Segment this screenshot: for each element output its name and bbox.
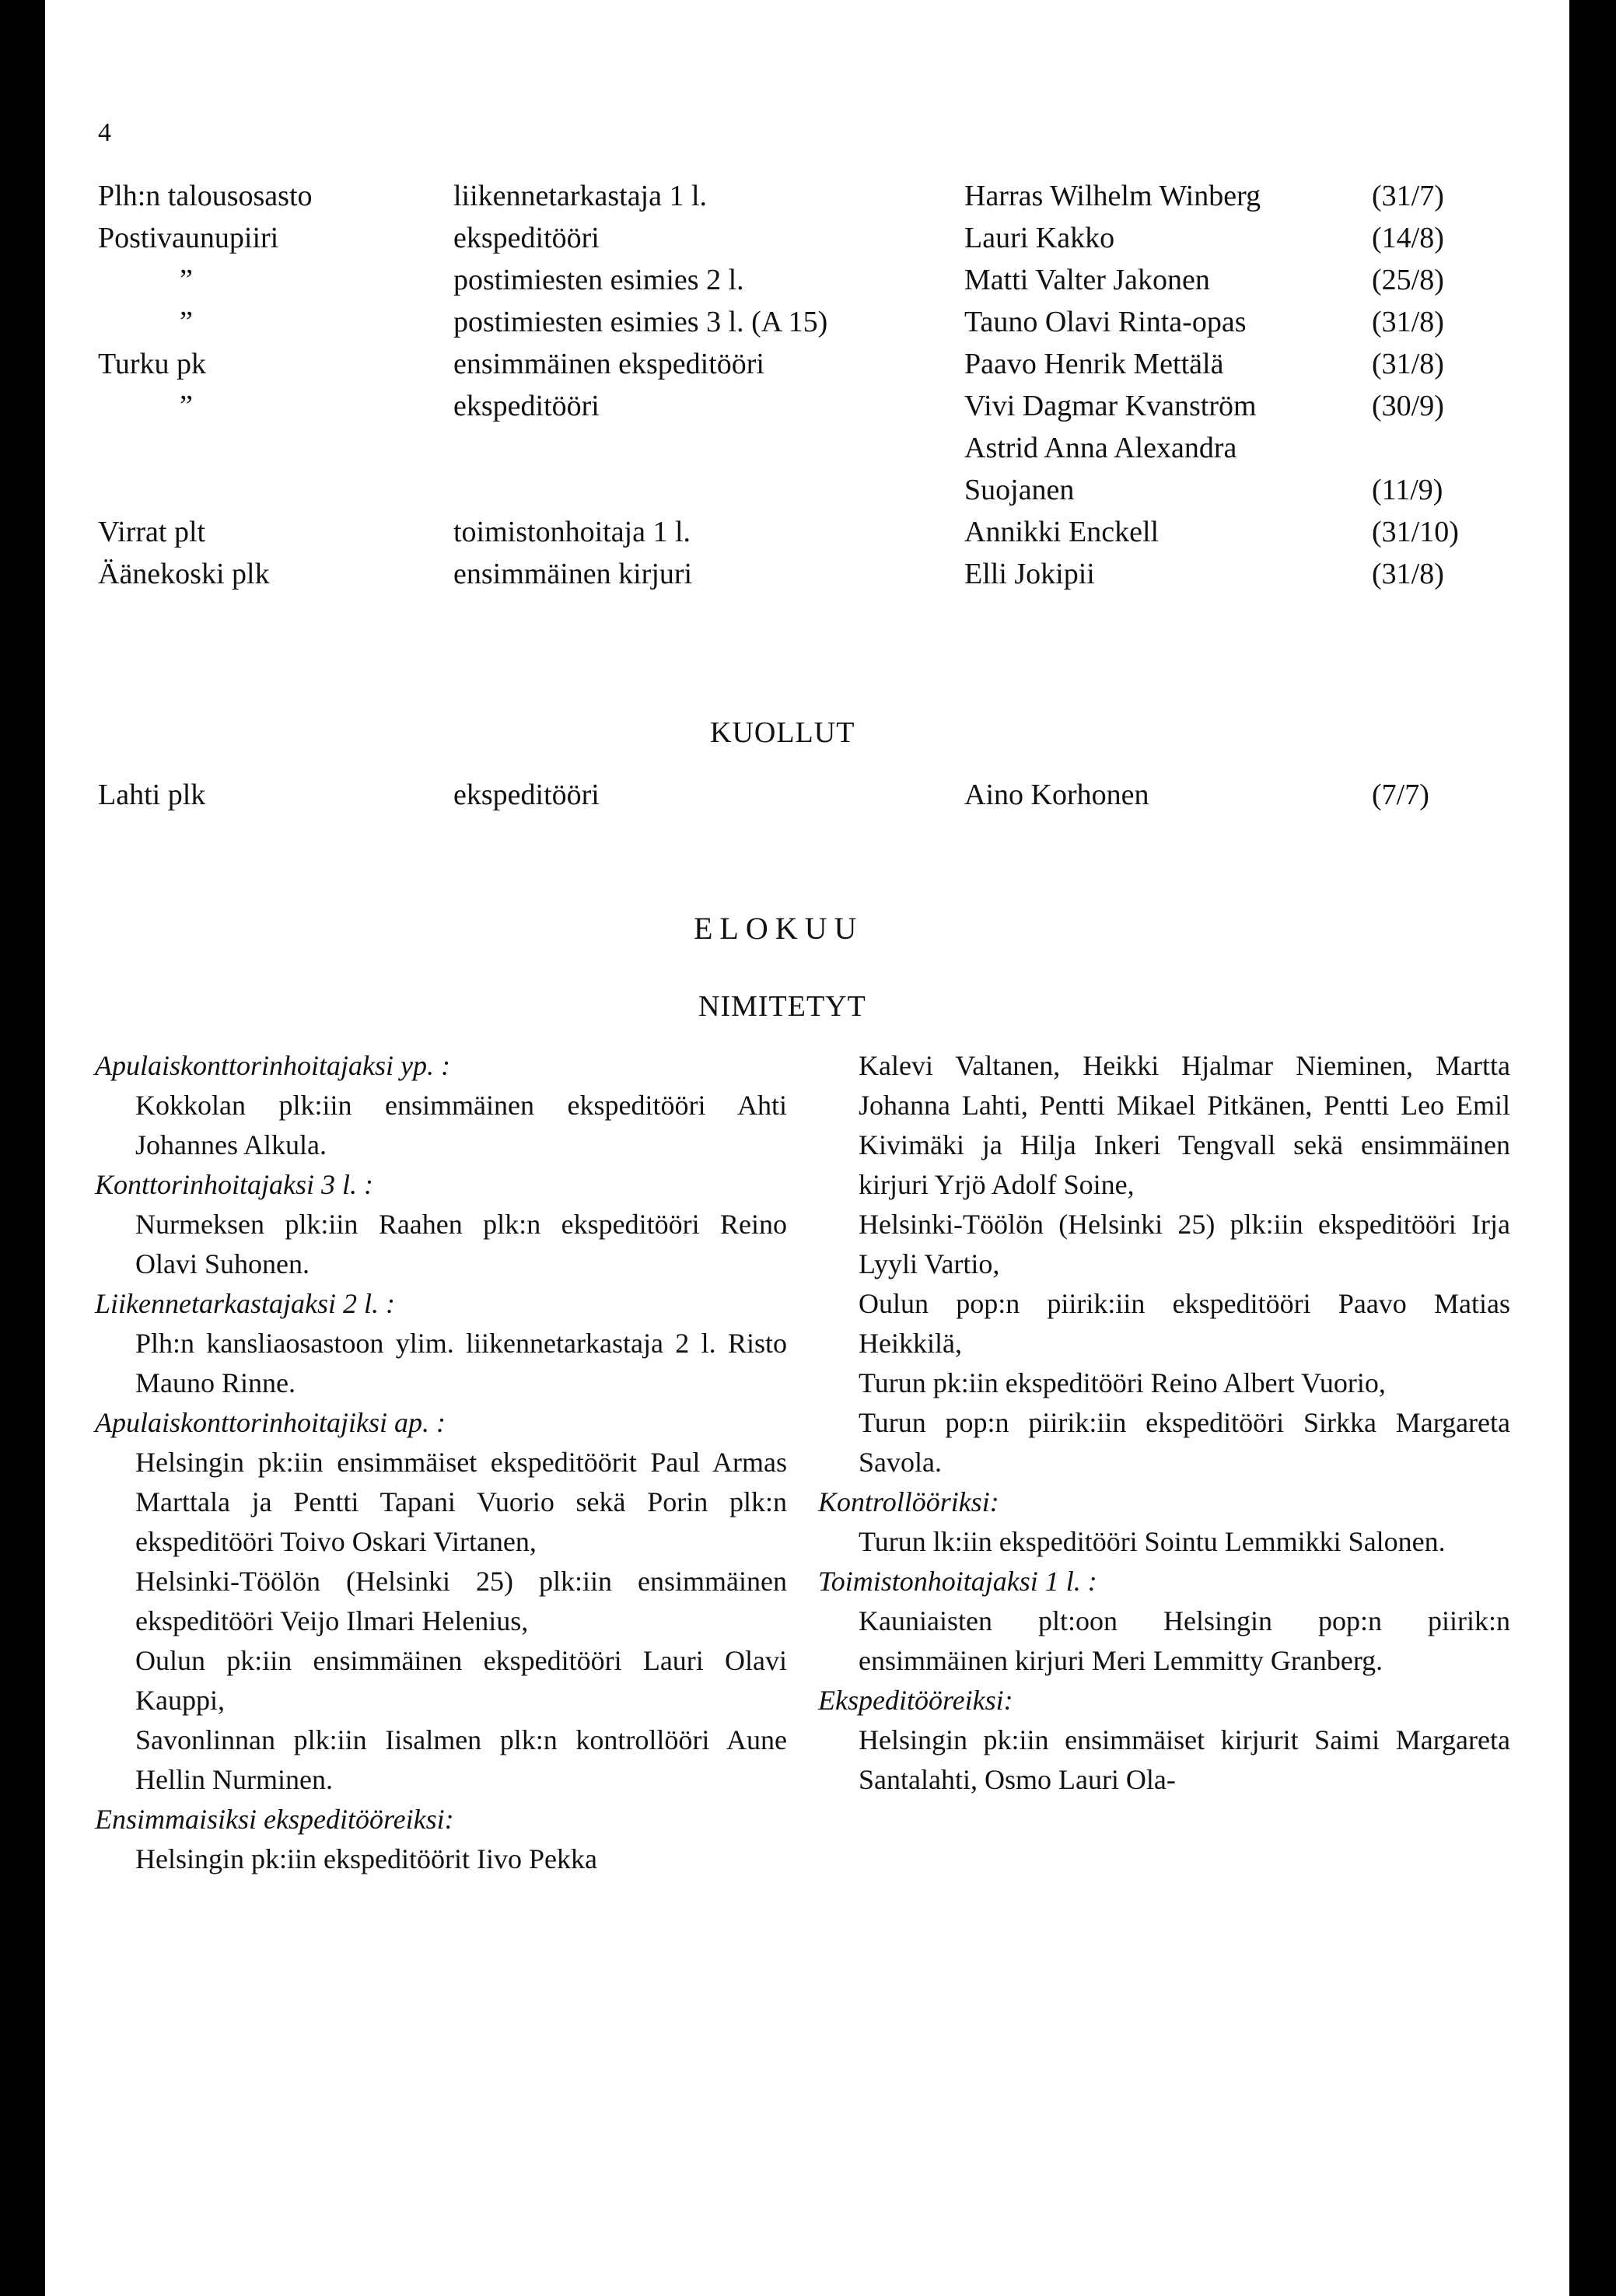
title-cell: postimiesten esimies 2 l. <box>453 264 744 296</box>
table-row <box>98 427 1482 511</box>
date-cell: (31/10) <box>1372 516 1459 548</box>
kuollut-row <box>98 774 1482 816</box>
table-row <box>98 301 1482 343</box>
section-heading: Konttorinhoitajaksi 3 l. : <box>95 1169 374 1200</box>
section-body <box>135 1324 787 1403</box>
title-cell: ensimmäinen ekspeditööri <box>453 348 764 380</box>
title-cell: postimiesten esimies 3 l. (A 15) <box>453 306 828 338</box>
date-cell: (31/8) <box>1372 558 1444 590</box>
kuollut-heading: KUOLLUT <box>710 716 855 749</box>
title-cell: ensimmäinen kirjuri <box>453 558 693 590</box>
name-cell: Harras Wilhelm Winberg <box>964 180 1261 212</box>
elokuu-heading: ELOKUU <box>694 911 864 946</box>
nimitetyt-heading: NIMITETYT <box>698 990 866 1023</box>
office-cell: Plh:n talousosasto <box>98 180 313 212</box>
section-heading: Ensimmaisiksi ekspeditööreiksi: <box>95 1804 454 1835</box>
date-cell: (31/8) <box>1372 348 1444 380</box>
ditto-mark: ” <box>180 264 193 296</box>
section-heading: Toimistonhoitajaksi 1 l. : <box>818 1566 1097 1597</box>
left-column <box>95 1046 787 1879</box>
paragraph: Helsinki-Töölön (Helsinki 25) plk:iin ekspeditööri Irja Lyyli Vartio, <box>859 1209 1510 1279</box>
date-cell: (30/9) <box>1372 390 1444 422</box>
table-row <box>98 511 1482 553</box>
paragraph: Kokkolan plk:iin ensimmäinen ekspeditööri Ahti Johannes Alkula. <box>135 1090 787 1160</box>
paragraph: Oulun pk:iin ensimmäinen ekspeditööri Lauri Olavi Kauppi, <box>135 1645 787 1716</box>
name-cell: Vivi Dagmar Kvanström <box>964 390 1257 422</box>
section-body <box>859 1522 1510 1562</box>
section-body <box>135 1086 787 1165</box>
date-cell: (7/7) <box>1372 779 1429 811</box>
name-cell: Matti Valter Jakonen <box>964 264 1210 296</box>
right-column <box>818 1046 1510 1800</box>
paragraph: Oulun pop:n piirik:iin ekspeditööri Paavo Matias Heikkilä, <box>859 1288 1510 1359</box>
section-heading: Apulaiskonttorinhoitajiksi ap. : <box>95 1407 446 1438</box>
table-row <box>98 217 1482 259</box>
paragraph: Turun lk:iin ekspeditööri Sointu Lemmikki Salonen. <box>859 1526 1446 1557</box>
section-body <box>135 1839 787 1879</box>
section-heading: Liikennetarkastajaksi 2 l. : <box>95 1288 395 1319</box>
table-row <box>98 259 1482 301</box>
left-black-border <box>0 0 45 2296</box>
section-body <box>859 1046 1510 1482</box>
title-cell: ekspeditööri <box>453 390 600 422</box>
page-number: 4 <box>98 118 111 147</box>
name-cell: Lauri Kakko <box>964 222 1115 254</box>
section-body <box>135 1205 787 1284</box>
table-row <box>98 774 1482 816</box>
paragraph: Turun pk:iin ekspeditööri Reino Albert Vuorio, <box>859 1367 1386 1398</box>
ditto-mark: ” <box>180 306 193 338</box>
office-cell: Postivaunupiiri <box>98 222 279 254</box>
office-cell: Virrat plt <box>98 516 206 548</box>
name-cell: Paavo Henrik Mettälä <box>964 348 1224 380</box>
title-cell: toimistonhoitaja 1 l. <box>453 516 691 548</box>
date-cell: (14/8) <box>1372 222 1444 254</box>
office-cell: Äänekoski plk <box>98 558 270 590</box>
title-cell: liikennetarkastaja 1 l. <box>453 180 708 212</box>
date-cell: (11/9) <box>1372 474 1443 506</box>
name-cell: Tauno Olavi Rinta-opas <box>964 306 1247 338</box>
date-cell: (25/8) <box>1372 264 1444 296</box>
name-cell: Aino Korhonen <box>964 779 1149 811</box>
date-cell: (31/8) <box>1372 306 1444 338</box>
paragraph: Helsingin pk:iin ensimmäiset ekspeditöörit Paul Armas Marttala ja Pentti Tapani Vuorio sekä Porin plk:n ekspeditööri Toivo Oskari Virtanen, <box>135 1447 787 1557</box>
name-cell: Elli Jokipii <box>964 558 1095 590</box>
ditto-mark: ” <box>180 390 193 422</box>
office-cell: Turku pk <box>98 348 207 380</box>
section-heading: Ekspeditööreiksi: <box>818 1685 1013 1716</box>
table-row <box>98 175 1482 217</box>
table-row <box>98 553 1482 595</box>
paragraph: Helsingin pk:iin ekspeditöörit Iivo Pekka <box>135 1843 597 1874</box>
name-cell: Astrid Anna Alexandra Suojanen <box>964 432 1237 506</box>
section-heading: Apulaiskonttorinhoitajaksi yp. : <box>95 1050 450 1081</box>
date-cell: (31/7) <box>1372 180 1444 212</box>
paragraph: Kalevi Valtanen, Heikki Hjalmar Nieminen, Martta Johanna Lahti, Pentti Mikael Pitkänen, Pentti Leo Emil Kivimäki ja Hilja Inkeri Tengvall sekä ensimmäinen kirjuri Yrjö Adolf Soine, <box>859 1050 1510 1200</box>
title-cell: ekspeditööri <box>453 779 600 811</box>
paragraph: Plh:n kansliaosastoon ylim. liikennetarkastaja 2 l. Risto Mauno Rinne. <box>135 1328 787 1398</box>
section-body <box>859 1720 1510 1800</box>
section-body <box>135 1443 787 1800</box>
section-body <box>859 1601 1510 1681</box>
paragraph: Nurmeksen plk:iin Raahen plk:n ekspeditööri Reino Olavi Suhonen. <box>135 1209 787 1279</box>
paragraph: Savonlinnan plk:iin Iisalmen plk:n kontrollööri Aune Hellin Nurminen. <box>135 1724 787 1795</box>
appointments-table <box>98 175 1482 595</box>
paragraph: Turun pop:n piirik:iin ekspeditööri Sirkka Margareta Savola. <box>859 1407 1510 1478</box>
table-row <box>98 385 1482 427</box>
paragraph: Helsinki-Töölön (Helsinki 25) plk:iin ensimmäinen ekspeditööri Veijo Ilmari Helenius, <box>135 1566 787 1636</box>
paragraph: Kauniaisten plt:oon Helsingin pop:n piirik:n ensimmäinen kirjuri Meri Lemmitty Granberg. <box>859 1605 1510 1676</box>
office-cell: Lahti plk <box>98 779 206 811</box>
right-black-border <box>1569 0 1616 2296</box>
section-heading: Kontrollööriksi: <box>818 1486 999 1517</box>
name-cell: Annikki Enckell <box>964 516 1160 548</box>
paragraph: Helsingin pk:iin ensimmäiset kirjurit Saimi Margareta Santalahti, Osmo Lauri Ola- <box>859 1724 1510 1795</box>
title-cell: ekspeditööri <box>453 222 600 254</box>
table-row <box>98 343 1482 385</box>
